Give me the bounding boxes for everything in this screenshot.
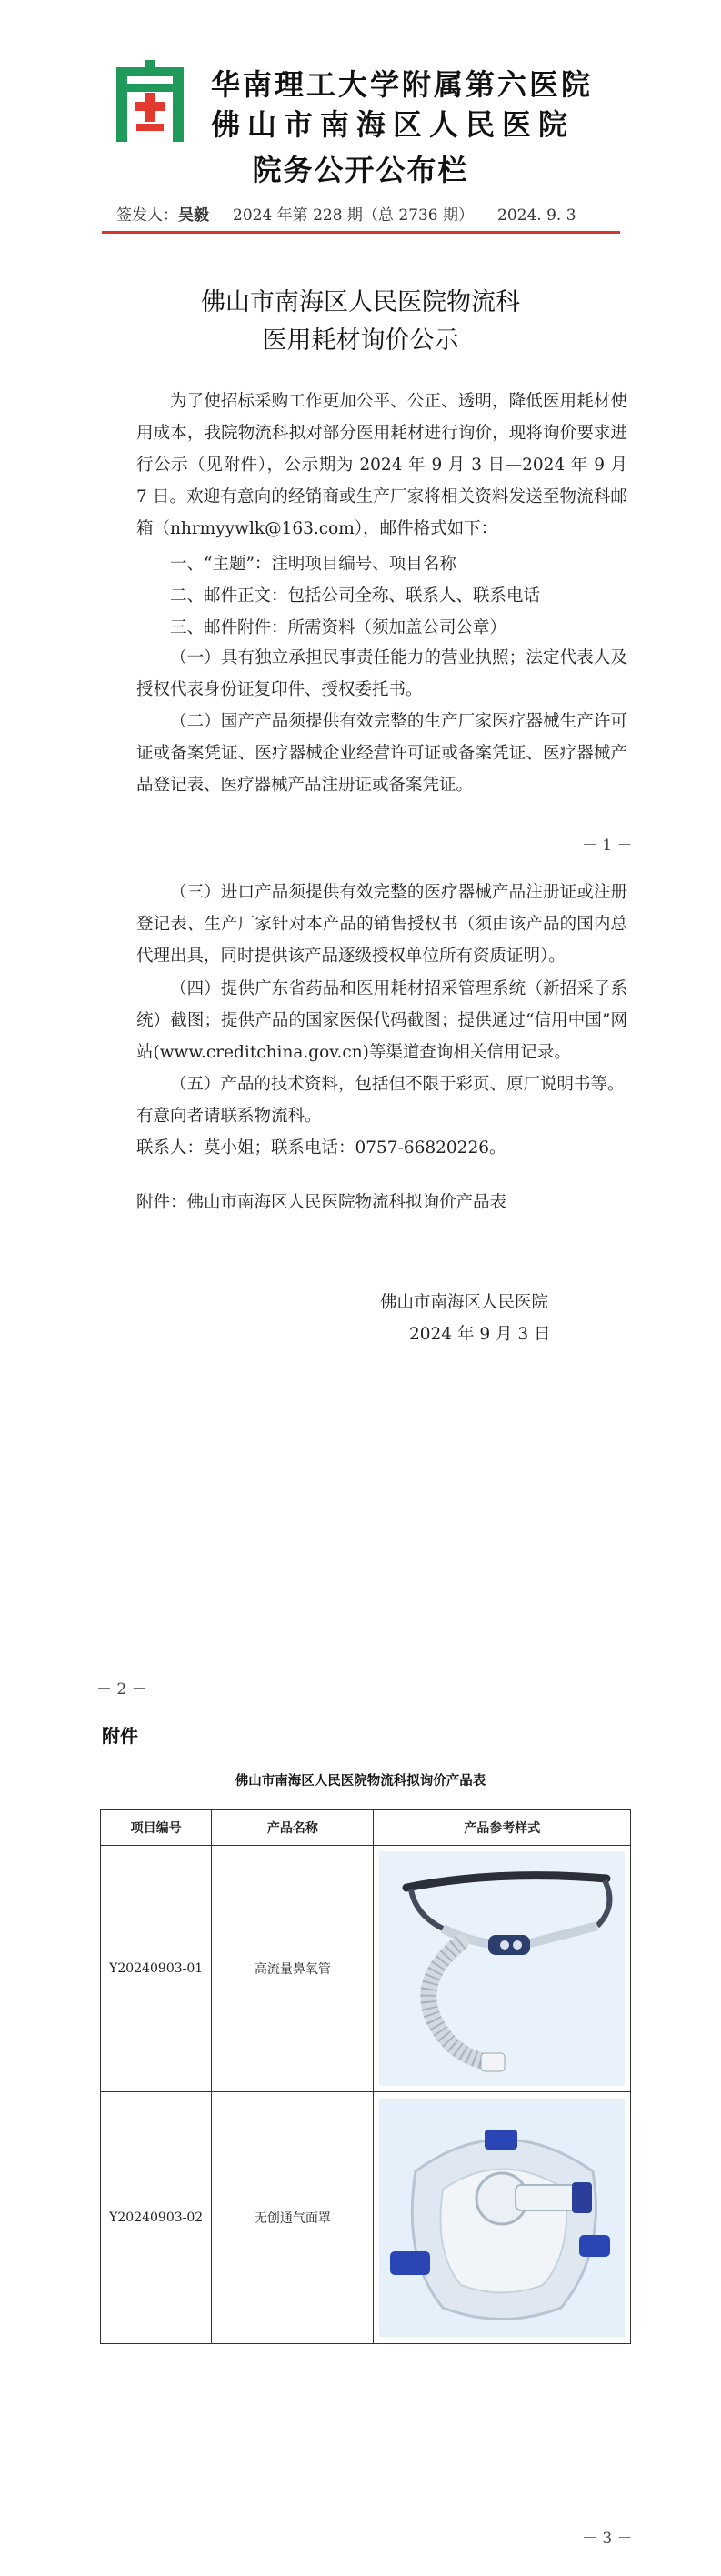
product-name: 高流量鼻氧管: [212, 1846, 374, 2092]
signing-organization: 佛山市南海区人民医院: [380, 1293, 549, 1312]
table-row: [101, 2092, 631, 2344]
page-number-2: － 2 －: [96, 1680, 147, 1699]
page-number-3: － 3 －: [582, 2530, 633, 2548]
column-header-code: 项目编号: [101, 1810, 212, 1846]
hospital-name-line1: 华南理工大学附属第六医院: [211, 67, 594, 102]
requirement-4: （四）提供广东省药品和医用耗材招采管理系统（新招采子系统）截图；提供产品的国家医保代码截图；提供通过“信用中国”网站(www.creditchina.gov.cn)等渠道查询相关信用记录。: [136, 979, 627, 1062]
requirement-1: （一）具有独立承担民事责任能力的营业执照；法定代表人及授权代表身份证复印件、授权委托书。: [136, 648, 627, 699]
doc-title-line2: 医用耗材询价公示: [262, 326, 459, 355]
issue-date: 2024. 9. 3: [497, 206, 576, 225]
product-image-cell: [374, 2092, 631, 2344]
product-code: Y20240903-01: [101, 1846, 212, 2092]
requirement-5: （五）产品的技术资料，包括但不限于彩页、原厂说明书等。: [170, 1075, 625, 1094]
nasal-cannula-image-icon: [379, 1851, 625, 2086]
product-name: 无创通气面罩: [212, 2092, 374, 2344]
column-header-image: 产品参考样式: [374, 1810, 631, 1846]
intro-paragraph: 为了使招标采购工作更加公平、公正、透明，降低医用耗材使用成本，我院物流科拟对部分医用耗材进行询价，现将询价要求进行公示（见附件），公示期为 2024 年 9 月 3 日—2024 年 9 月 7 日。欢迎有意向的经销商或生产厂家将相关资料发送至物流科邮箱（nhrmyywlk@163.com），邮件格式如下：: [136, 392, 627, 538]
product-code: Y20240903-02: [101, 2092, 212, 2344]
header-divider: [102, 231, 620, 234]
table-header-row: [101, 1810, 631, 1846]
page-number-1: － 1 －: [582, 837, 633, 855]
email-item-attachment: 三、邮件附件：所需资料（须加盖公司公章）: [170, 618, 507, 637]
table-row: [101, 1846, 631, 2092]
email-item-body: 二、邮件正文：包括公司全称、联系人、联系电话: [170, 586, 541, 606]
product-table: [100, 1809, 631, 2344]
issuer-label: 签发人：: [116, 206, 178, 225]
issue-line: [116, 202, 576, 225]
issue-number: 2024 年第 228 期（总 2736 期）: [233, 206, 474, 225]
email-item-subject: 一、“主题”：注明项目编号、项目名称: [170, 555, 456, 574]
requirement-3: （三）进口产品须提供有效完整的医疗器械产品注册证或注册登记表、生产厂家针对本产品的销售授权书（须由该产品的国内总代理出具，同时提供该产品逐级授权单位所有资质证明）。: [136, 883, 627, 966]
column-header-name: 产品名称: [212, 1810, 374, 1846]
doc-title-line1: 佛山市南海区人民医院物流科: [201, 288, 520, 316]
hospital-name-line2: 佛山市南海区人民医院: [211, 107, 576, 142]
attachment-label: 附件: [102, 1725, 138, 1747]
requirement-2: （二）国产产品须提供有效完整的生产厂家医疗器械生产许可证或备案凭证、医疗器械企业经营许可证或备案凭证、医疗器械产品登记表、医疗器械产品注册证或备案凭证。: [136, 712, 627, 795]
attachment-table-title: 佛山市南海区人民医院物流科拟询价产品表: [235, 1773, 486, 1789]
attachment-note: 附件：佛山市南海区人民医院物流科拟询价产品表: [136, 1193, 507, 1212]
signing-date: 2024 年 9 月 3 日: [409, 1325, 551, 1344]
contact-info: 联系人：莫小姐；联系电话：0757-66820226。: [136, 1138, 506, 1158]
issuer-name: 吴毅: [178, 206, 209, 225]
product-image-cell: [374, 1846, 631, 2092]
hospital-logo-icon: [109, 60, 191, 142]
ventilation-mask-image-icon: [379, 2099, 625, 2337]
board-title: 院务公开公布栏: [252, 153, 469, 187]
masthead: [0, 0, 721, 227]
contact-note: 有意向者请联系物流科。: [136, 1107, 322, 1126]
